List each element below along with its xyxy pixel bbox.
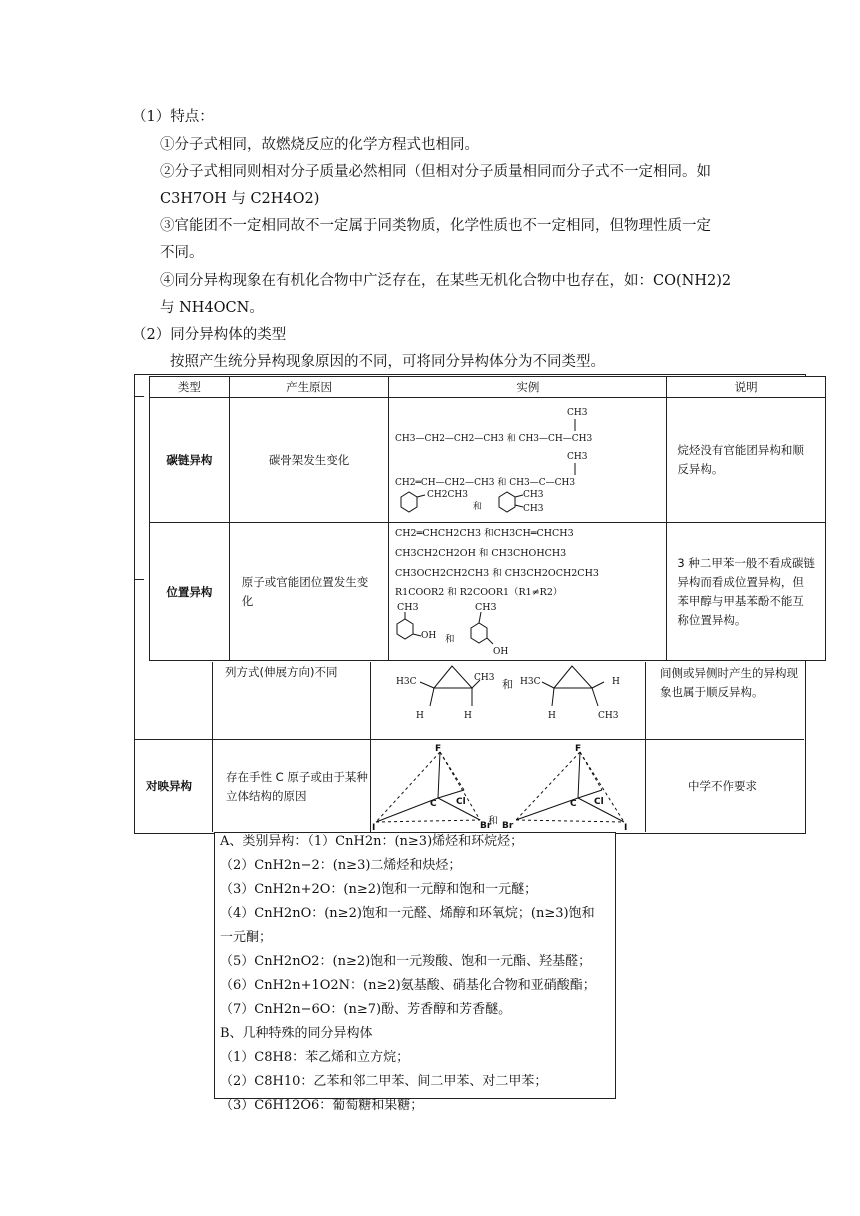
section1-heading: （1）特点： [132, 109, 214, 125]
example-butene: CH2═CH—CH2—CH3 和 CH3—C—CH3 [395, 477, 576, 488]
row1-note: 烷烃没有官能团异构和顺反异构。 [677, 443, 804, 476]
row2-reason: 原子或官能团位置发生变化 [241, 574, 369, 608]
atom-cl: Cl [456, 797, 466, 807]
feature-item-2b: C3H7OH 与 C2H4O2) [160, 191, 320, 207]
list-a2: （2）CnH2n−2：(n≥3)二烯烃和炔烃； [220, 858, 462, 873]
list-b2: （2）C8H10：乙苯和邻二甲苯、间二甲苯、对二甲苯； [220, 1074, 548, 1089]
example-butane: CH3—CH2—CH2—CH3 和 CH3—CH—CH3 [395, 433, 593, 444]
cis-trans-reason: 列方式(伸展方向)不同 [225, 665, 338, 679]
benzene-ring [397, 619, 413, 639]
header-example: 实例 [389, 377, 667, 398]
benzene-ring [401, 492, 417, 512]
frame-tick [134, 579, 144, 580]
feature-item-4a: ④同分异构现象在有机化合物中广泛存在，在某些无机化合物中也存在，如：CO(NH2)2 [160, 273, 732, 289]
header-note: 说明 [667, 377, 826, 398]
svg-text:CH3: CH3 [475, 601, 497, 613]
label-h: H [612, 677, 620, 687]
feature-item-1: ①分子式相同，故燃烧反应的化学方程式也相同。 [160, 137, 479, 153]
row2-examples [389, 523, 667, 661]
enantiomer-note: 中学不作要求 [688, 779, 757, 793]
svg-text:CH3: CH3 [523, 489, 544, 500]
feature-item-2a: ②分子式相同则相对分子质量必然相同（但相对分子质量相同而分子式不一定相同。如 [160, 164, 711, 180]
header-reason: 产生原因 [229, 377, 389, 398]
list-a4b: 一元酮； [220, 930, 273, 945]
frame-tick [134, 396, 144, 397]
list-b1: （1）C8H8：苯乙烯和立方烷； [220, 1050, 410, 1065]
svg-text:OH: OH [493, 646, 509, 657]
list-a: A、类别异构：（1）CnH2n：(n≥3)烯烃和环烷烃； [220, 834, 524, 849]
svg-text:CH3: CH3 [523, 503, 544, 514]
atom-i: I [624, 823, 628, 830]
feature-item-3a: ③官能团不一定相同故不一定属于同类物质，化学性质也不一定相同，但物理性质一定 [160, 218, 711, 234]
row2-note: 3 种二甲苯一般不看成碳链异构而看成位置异构，但苯甲醇与甲基苯酚不能互称位置异构。 [677, 555, 815, 627]
svg-text:和: 和 [473, 501, 483, 512]
atom-f: F [575, 744, 582, 754]
label-h3c: H3C [520, 677, 541, 687]
row1-reason: 碳骨架发生变化 [229, 398, 389, 523]
atom-i: I [372, 823, 376, 830]
row1-examples [389, 398, 667, 523]
list-a3: （3）CnH2n+2O：(n≥2)饱和一元醇和饱和一元醚； [220, 882, 538, 897]
cis-trans-diagram [372, 662, 644, 738]
atom-c: C [570, 799, 577, 809]
row2-type: 位置异构 [150, 523, 230, 661]
list-b3: （3）C6H12O6：葡萄糖和果糖； [220, 1098, 424, 1113]
cyclopropane-ring-right [554, 666, 592, 688]
partial-row-divider [645, 662, 646, 832]
label-h3c: H3C [396, 677, 417, 687]
position-isomer-diagram [389, 524, 665, 660]
enantiomer-reason: 存在手性 C 原子或由于某种立体结构的原因 [226, 770, 368, 803]
partial-row-divider [370, 662, 371, 832]
svg-text:CH2CH3: CH2CH3 [427, 489, 469, 500]
label-ch3: CH3 [598, 711, 619, 721]
section2-intro: 按照产生统分异构现象原因的不同，可将同分异构体分为不同类型。 [170, 354, 605, 370]
feature-item-4b: 与 NH4OCN。 [160, 300, 264, 316]
feature-item-3b: 不同。 [160, 245, 204, 261]
label-h: H [464, 711, 472, 721]
label-h: H [548, 711, 556, 721]
atom-f: F [435, 744, 442, 754]
list-a5: （5）CnH2nO2：(n≥2)饱和一元羧酸、饱和一元酯、羟基醛； [220, 954, 592, 969]
atom-c: C [430, 799, 437, 809]
label-and: 和 [488, 816, 498, 827]
svg-text:CH3: CH3 [567, 451, 588, 462]
list-a7: （7）CnH2n−6O：(n≥7)酚、芳香醇和芳香醚。 [220, 1002, 512, 1017]
atom-br: Br [480, 821, 492, 830]
enantiomer-type: 对映异构 [146, 779, 192, 793]
example-alkene: CH2═CHCH2CH3 和CH3CH═CHCH3 [395, 527, 574, 539]
svg-text:CH3: CH3 [567, 407, 588, 418]
enantiomer-diagram [372, 742, 644, 830]
label-ch3: CH3 [474, 673, 495, 683]
example-ether: CH3OCH2CH2CH3 和 CH3CH2OCH2CH3 [395, 567, 600, 579]
header-type: 类型 [150, 377, 230, 398]
isomer-type-table [149, 376, 826, 661]
atom-cl: Cl [594, 797, 604, 807]
section2-heading: （2）同分异构体的类型 [132, 327, 287, 343]
cis-trans-note: 间侧或异侧时产生的异构现象也属于顺反异构。 [660, 666, 798, 699]
carbon-chain-diagram [389, 399, 665, 522]
label-h: H [416, 711, 424, 721]
svg-text:和: 和 [445, 633, 455, 645]
list-a4a: （4）CnH2nO：(n≥2)饱和一元醛、烯醇和环氧烷；(n≥3)饱和 [220, 906, 595, 921]
label-and: 和 [502, 678, 513, 691]
partial-row-bottom [134, 739, 804, 740]
atom-br: Br [502, 821, 514, 830]
svg-text:CH3: CH3 [397, 601, 419, 613]
partial-row-divider [212, 662, 213, 832]
svg-text:OH: OH [421, 630, 437, 641]
cyclopropane-ring-left [434, 666, 472, 688]
example-ester: R1COOR2 和 R2COOR1（R1≠R2） [395, 586, 563, 598]
benzene-ring [499, 492, 515, 512]
list-b: B、几种特殊的同分异构体 [220, 1026, 373, 1041]
row1-type: 碳链异构 [150, 398, 230, 523]
benzene-ring [471, 623, 487, 643]
list-a6: （6）CnH2n+1O2N：(n≥2)氨基酸、硝基化合物和亚硝酸酯； [220, 978, 596, 993]
example-alcohol: CH3CH2CH2OH 和 CH3CHOHCH3 [395, 547, 567, 559]
